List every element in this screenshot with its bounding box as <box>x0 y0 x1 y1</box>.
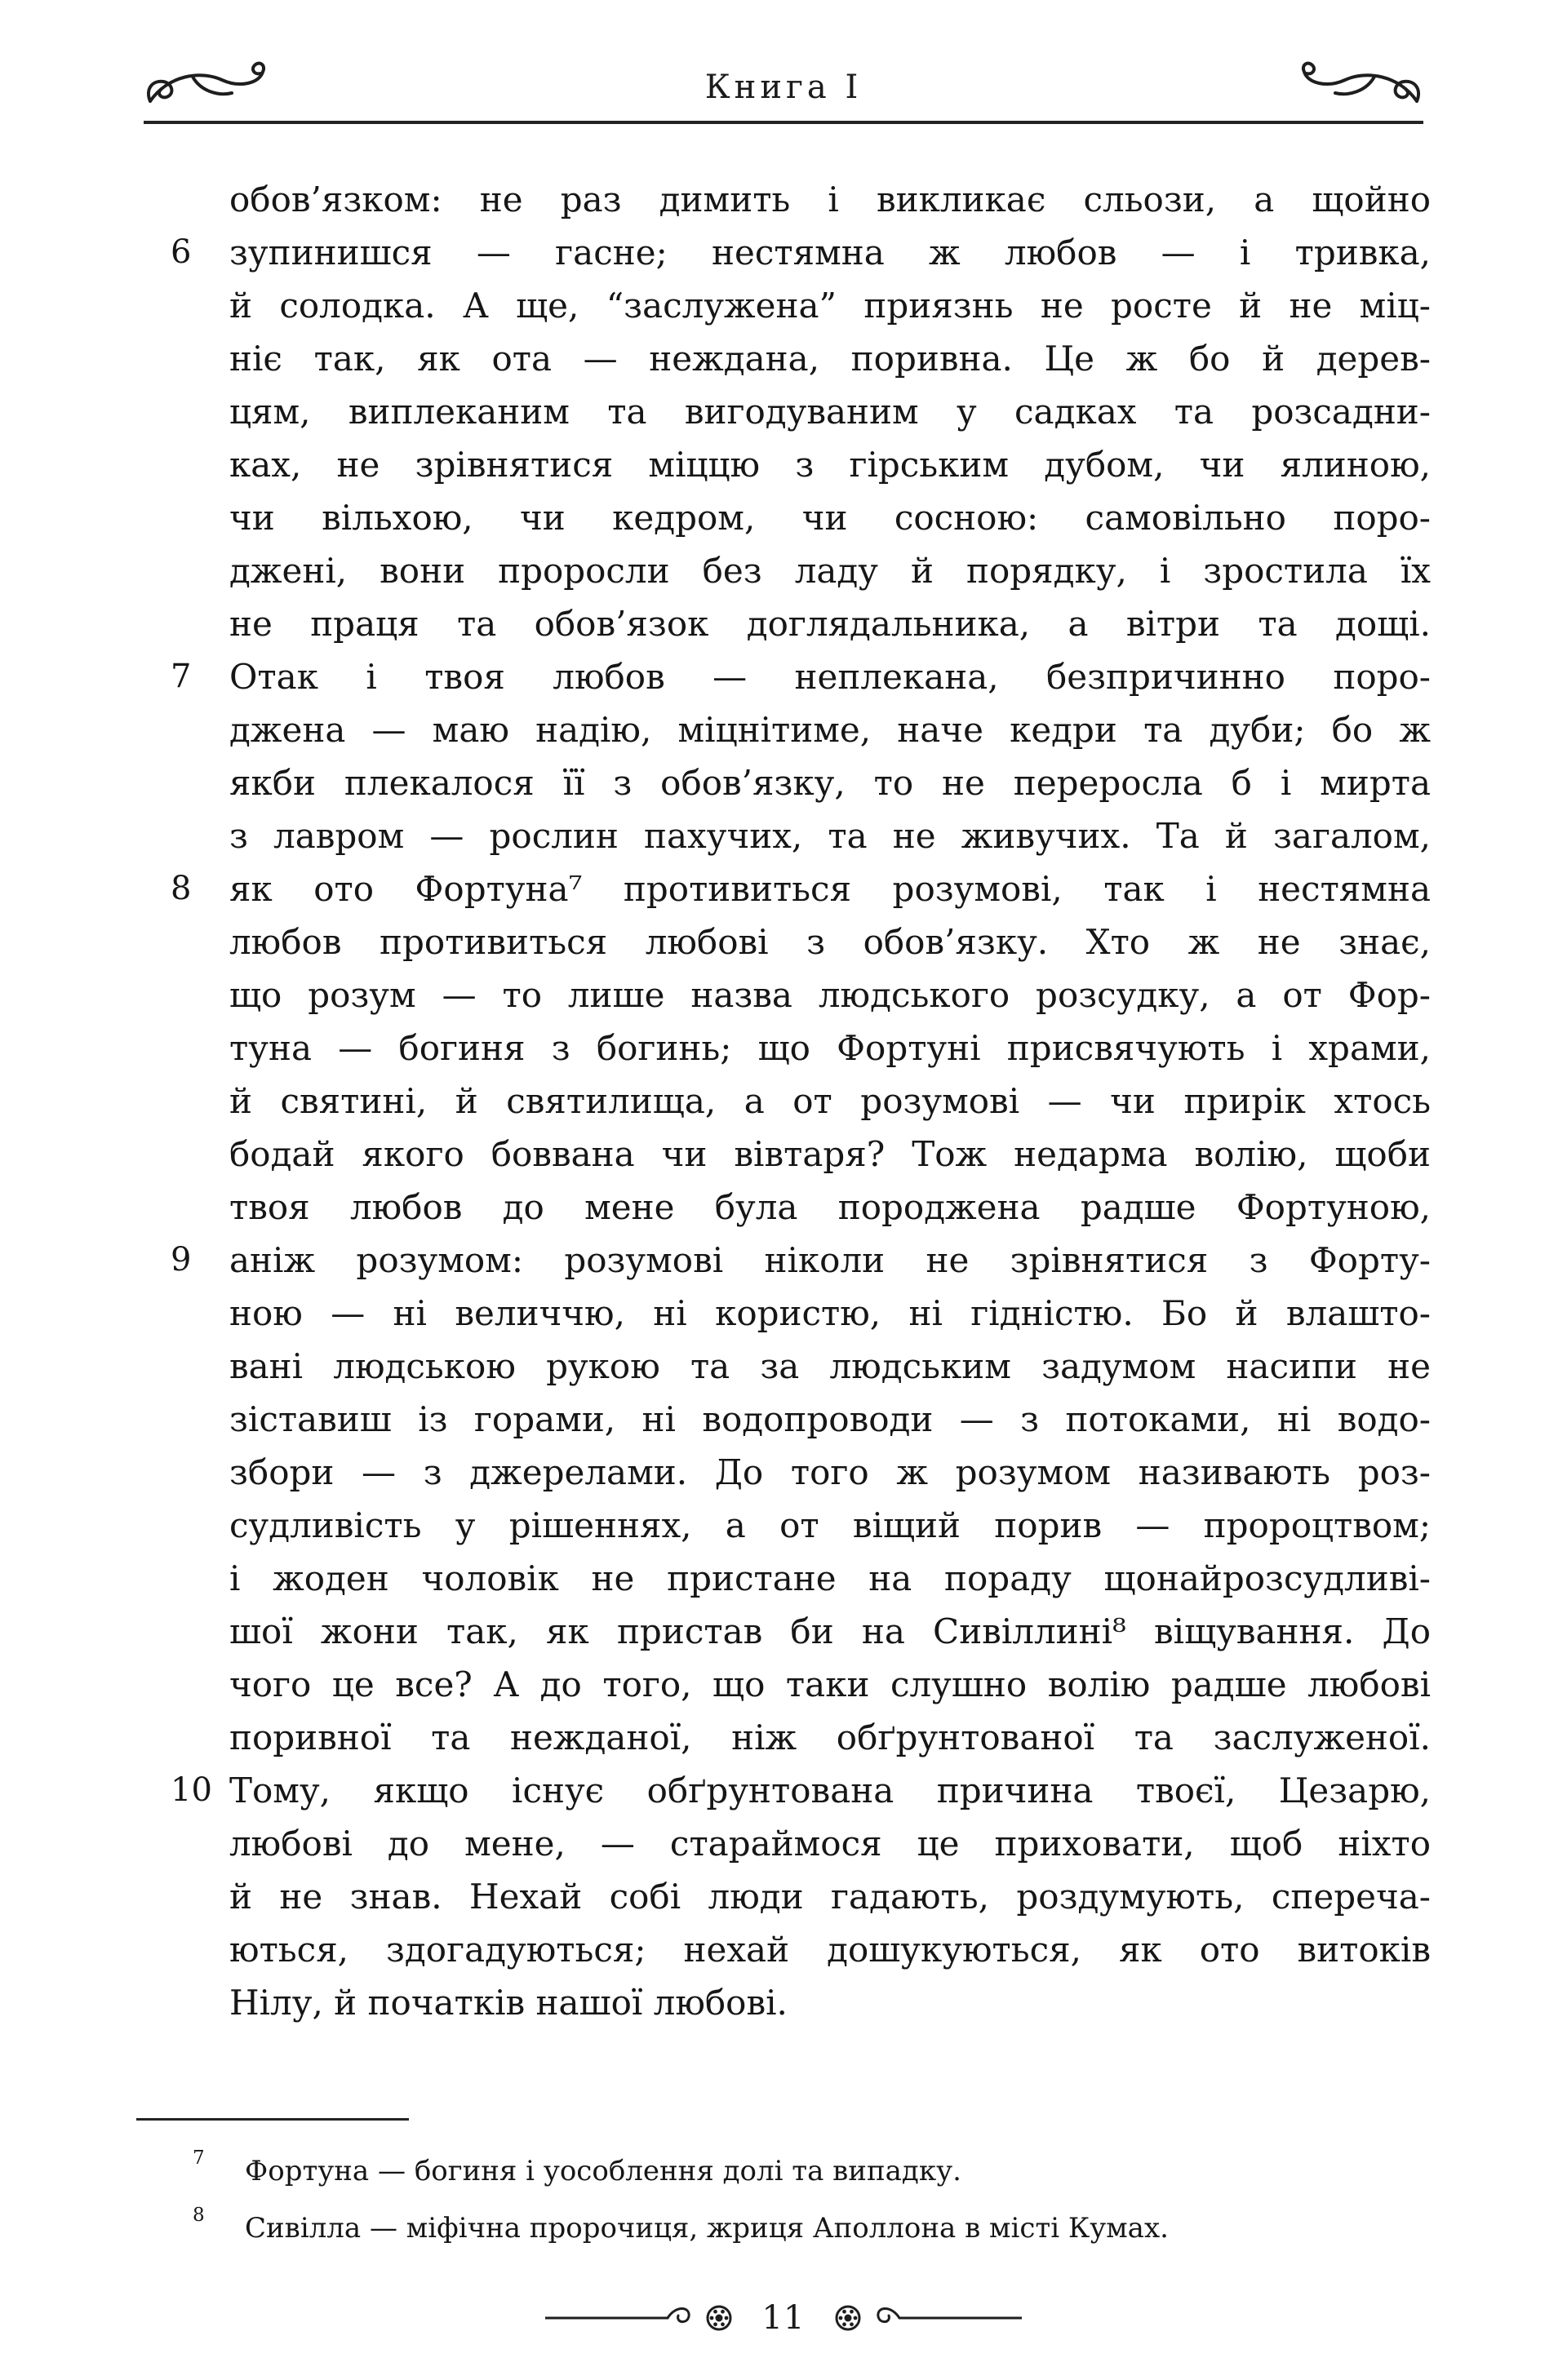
line-text: що розум — то лише назва людського розсудку, а от Фор- <box>229 975 1431 1015</box>
line-text: обов’язком: не раз димить і викликає сльози, а щойно <box>229 179 1431 219</box>
text-line <box>229 1870 1431 1923</box>
line-text: чи вільхою, чи кедром, чи сосною: самовільно поро- <box>229 498 1431 538</box>
text-line <box>171 1764 1431 1817</box>
line-text: шої жони так, як пристав би на Сивіллині⁸ віщування. До <box>229 1611 1431 1651</box>
text-line <box>229 1817 1431 1870</box>
text-line <box>229 1393 1431 1446</box>
line-text: ною — ні величчю, ні користю, ні гідністю. Бо й влашто- <box>229 1293 1431 1333</box>
footnote-item <box>193 2143 1431 2200</box>
line-text: й святині, й святилища, а от розумові — чи прирік хтось <box>229 1081 1431 1121</box>
text-line <box>229 544 1431 597</box>
text-line <box>229 1923 1431 1976</box>
text-line <box>229 1552 1431 1605</box>
section-number: 10 <box>171 1771 212 1809</box>
rosette-flourish-icon <box>545 2300 741 2336</box>
line-text: й солодка. А ще, “заслужена” приязнь не росте й не міц- <box>229 286 1431 326</box>
line-text: збори — з джерелами. До того ж розумом називають роз- <box>229 1452 1431 1492</box>
line-text: твоя любов до мене була породжена радше Фортуною, <box>229 1187 1431 1227</box>
text-line <box>171 226 1431 279</box>
text-line <box>171 650 1431 703</box>
line-text: цям, виплеканим та вигодуваним у садках та розсадни- <box>229 392 1431 432</box>
line-text: як ото Фортуна⁷ противиться розумові, так і нестямна <box>229 869 1431 909</box>
page-number: 11 <box>761 2299 806 2337</box>
line-text: зупинишся — гасне; нестямна ж любов — і тривка, <box>229 233 1431 273</box>
text-line <box>229 1022 1431 1075</box>
line-text: зіставиш із горами, ні водопроводи — з потоками, ні водо- <box>229 1399 1431 1439</box>
page-footer <box>0 2289 1567 2347</box>
text-line <box>229 968 1431 1022</box>
body-text <box>171 173 1431 2029</box>
text-line <box>229 1287 1431 1340</box>
footnote-number: 8 <box>193 2205 205 2226</box>
text-line <box>171 862 1431 915</box>
text-line <box>229 915 1431 968</box>
line-text: аніж розумом: розумові ніколи не зрівнятися з Форту- <box>229 1240 1431 1280</box>
text-line <box>229 703 1431 756</box>
section-number: 9 <box>171 1241 192 1279</box>
text-line <box>229 1976 1431 2029</box>
line-text: вані людською рукою та за людським задумом насипи не <box>229 1346 1431 1386</box>
text-line <box>229 1446 1431 1499</box>
section-number: 6 <box>171 233 192 271</box>
line-text: джені, вони проросли без ладу й порядку, і зростила їх <box>229 551 1431 591</box>
text-line <box>229 1499 1431 1552</box>
line-text: ках, не зрівнятися міццю з гірським дубом, чи ялиною, <box>229 445 1431 485</box>
line-text: якби плекалося її з обов’язку, то не переросла б і мирта <box>229 763 1431 803</box>
page-header <box>144 55 1423 124</box>
line-text: Отак і твоя любов — неплекана, безпричинно поро- <box>229 657 1431 697</box>
text-line <box>229 1711 1431 1764</box>
footnote-text: Сивілла — міфічна пророчиця, жриця Аполлона в місті Кумах. <box>245 2212 1169 2245</box>
line-text: й не знав. Нехай собі люди гадають, роздумують, спереча- <box>229 1877 1431 1917</box>
line-text: судливість у рішеннях, а от віщий порив — пророцтвом; <box>229 1505 1431 1545</box>
line-text: чого це все? А до того, що таки слушно волію радше любові <box>229 1664 1431 1704</box>
text-line <box>229 173 1431 226</box>
footnote-rule <box>136 2118 409 2121</box>
section-number: 7 <box>171 658 192 695</box>
header-rule <box>144 121 1423 124</box>
footnotes <box>193 2143 1431 2257</box>
text-line <box>229 438 1431 491</box>
text-line <box>229 491 1431 544</box>
text-line <box>229 279 1431 332</box>
text-line <box>229 597 1431 650</box>
text-line <box>229 1181 1431 1234</box>
line-text: з лавром — рослин пахучих, та не живучих. Та й загалом, <box>229 816 1431 856</box>
text-line <box>229 1340 1431 1393</box>
line-text: Нілу, й початків нашої любові. <box>229 1983 788 2023</box>
text-line <box>229 1075 1431 1128</box>
text-line <box>229 756 1431 809</box>
footnote-number: 7 <box>193 2147 205 2169</box>
line-text: любов противиться любові з обов’язку. Хто ж не знає, <box>229 922 1431 962</box>
text-line <box>229 332 1431 385</box>
line-text: туна — богиня з богинь; що Фортуні присвячують і храми, <box>229 1028 1431 1068</box>
scroll-flourish-icon <box>144 59 266 116</box>
text-line <box>229 1658 1431 1711</box>
rosette-flourish-icon <box>826 2300 1022 2336</box>
text-line <box>171 1234 1431 1287</box>
text-line <box>229 385 1431 438</box>
line-text: джена — маю надію, міцнітиме, наче кедри та дуби; бо ж <box>229 710 1431 750</box>
text-line <box>229 1128 1431 1181</box>
line-text: ніє так, як ота — неждана, поривна. Це ж бо й дерев- <box>229 339 1431 379</box>
footnote-text: Фортуна — богиня і уособлення долі та випадку. <box>245 2155 961 2187</box>
footnote-item <box>193 2200 1431 2257</box>
line-text: бодай якого боввана чи вівтаря? Тож недарма волію, щоби <box>229 1134 1431 1174</box>
chapter-title: Книга I <box>704 69 863 106</box>
text-line <box>229 809 1431 862</box>
line-text: Тому, якщо існує обґрунтована причина твоєї, Цезарю, <box>229 1771 1431 1810</box>
line-text: поривної та нежданої, ніж обґрунтованої та заслуженої. <box>229 1717 1431 1757</box>
line-text: і жоден чоловік не пристане на пораду щонайрозсудливі- <box>229 1558 1431 1598</box>
section-number: 8 <box>171 870 192 907</box>
line-text: не праця та обов’язок доглядальника, а вітри та дощі. <box>229 604 1431 644</box>
text-line <box>229 1605 1431 1658</box>
line-text: ються, здогадуються; нехай дошукуються, як ото витоків <box>229 1930 1431 1970</box>
scroll-flourish-icon <box>1301 59 1423 116</box>
header-row <box>144 55 1423 119</box>
line-text: любові до мене, — стараймося це приховати, щоб ніхто <box>229 1824 1431 1864</box>
